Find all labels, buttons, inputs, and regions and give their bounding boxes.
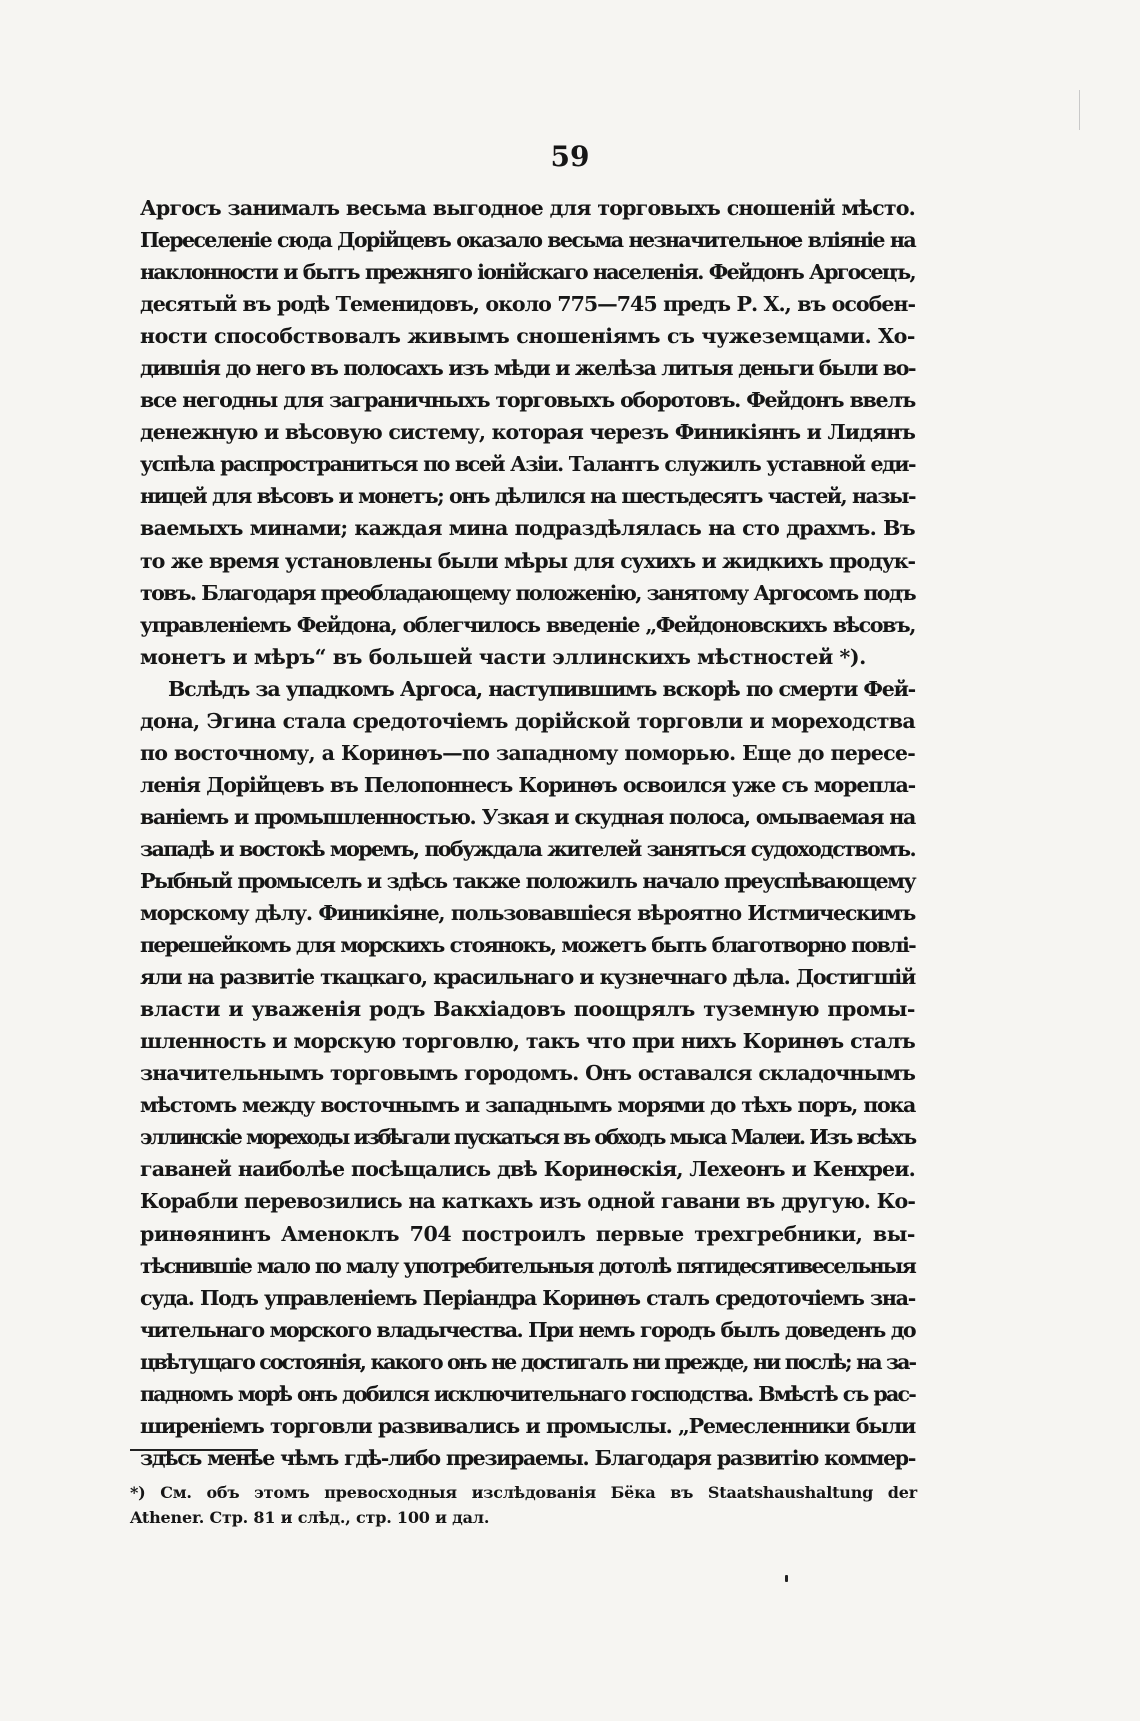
text-line: то же время установлены были мѣры для сухихъ и жидкихъ продук-	[140, 548, 915, 573]
text-line: все негодны для заграничныхъ торговыхъ оборотовъ. Фейдонъ ввелъ	[140, 388, 915, 413]
text-line: монетъ и мѣръ“ въ большей части эллинскихъ мѣстностей *).	[140, 644, 866, 669]
footnote-line: Athener. Стр. 81 и слѣд., стр. 100 и дал.	[130, 1508, 490, 1527]
text-line: падномъ морѣ онъ добился исключительнаго господства. Вмѣстѣ съ рас-	[140, 1381, 915, 1406]
text-line: дона, Эгина стала средоточіемъ дорійской торговли и мореходства	[140, 708, 915, 733]
text-line: яли на развитіе ткацкаго, красильнаго и кузнечнаго дѣла. Достигшій	[140, 965, 915, 990]
text-line: здѣсь менѣе чѣмъ гдѣ-либо презираемы. Благодаря развитію коммер-	[140, 1445, 915, 1470]
footnote	[130, 1480, 917, 1530]
text-line: тѣснившіе мало по малу употребительныя дотолѣ пятидесятивесельныя	[140, 1253, 915, 1278]
text-line: ности способствовалъ живымъ сношеніямъ съ чужеземцами. Хо-	[140, 324, 915, 349]
footnote-line: *) См. объ этомъ превосходныя изслѣдованія Бёка въ Staatshaushaltung der	[130, 1483, 917, 1502]
text-line: ринѳянинъ Аменоклъ 704 построилъ первые трехгребники, вы-	[140, 1221, 915, 1246]
text-line: Рыбный промыселъ и здѣсь также положилъ начало преуспѣвающему	[140, 868, 915, 893]
scan-edge-mark	[1079, 90, 1080, 130]
text-line: суда. Подъ управленіемъ Періандра Коринѳъ сталъ средоточіемъ зна-	[140, 1285, 915, 1310]
text-line: цвѣтущаго состоянія, какого онъ не достигалъ ни прежде, ни послѣ; на за-	[140, 1349, 915, 1374]
text-line: Аргосъ занималъ весьма выгодное для торговыхъ сношеній мѣсто.	[140, 196, 915, 220]
text-line: товъ. Благодаря преобладающему положенію, занятому Аргосомъ подъ	[140, 580, 915, 605]
text-line: десятый въ родѣ Теменидовъ, около 775—745 предъ Р. Х., въ особен-	[140, 292, 915, 317]
text-line: перешейкомъ для морскихъ стоянокъ, можетъ быть благотворно повлі-	[140, 933, 915, 958]
main-text	[140, 192, 915, 1474]
text-line: по восточному, а Коринѳъ—по западному поморью. Еще до пересе-	[140, 740, 915, 765]
text-line: ваніемъ и промышленностью. Узкая и скудная полоса, омываемая на	[140, 804, 915, 829]
text-line: успѣла распространиться по всей Азіи. Талантъ служилъ уставной еди-	[140, 452, 915, 477]
text-line: Вслѣдъ за упадкомъ Аргоса, наступившимъ вскорѣ по смерти Фей-	[168, 676, 915, 701]
text-line: Корабли перевозились на каткахъ изъ одной гавани въ другую. Ко-	[140, 1189, 915, 1214]
text-line: Переселеніе сюда Дорійцевъ оказало весьма незначительное вліяніе на	[140, 228, 915, 253]
text-line: шленность и морскую торговлю, такъ что при нихъ Коринѳъ сталъ	[140, 1029, 915, 1054]
text-line: эллинскіе мореходы избѣгали пускаться въ обходъ мыса Малеи. Изъ всѣхъ	[140, 1125, 915, 1150]
text-line: денежную и вѣсовую систему, которая черезъ Финикіянъ и Лидянъ	[140, 420, 915, 445]
text-line: наклонности и бытъ прежняго іонійскаго населенія. Фейдонъ Аргосецъ,	[140, 260, 915, 285]
text-line: ницей для вѣсовъ и монетъ; онъ дѣлился на шестьдесятъ частей, назы-	[140, 484, 915, 509]
text-line: управленіемъ Фейдона, облегчилось введеніе „Фейдоновскихъ вѣсовъ,	[140, 612, 915, 637]
text-line: западѣ и востокѣ моремъ, побуждала жителей заняться судоходствомъ.	[140, 836, 915, 861]
text-line: значительнымъ торговымъ городомъ. Онъ оставался складочнымъ	[140, 1061, 915, 1086]
scan-speck	[785, 1575, 788, 1582]
text-line: ширеніемъ торговли развивались и промыслы. „Ремесленники были	[140, 1413, 915, 1438]
text-line: ленія Дорійцевъ въ Пелопоннесъ Коринѳъ освоился уже съ морепла-	[140, 772, 915, 797]
text-line: чительнаго морского владычества. При немъ городъ былъ доведенъ до	[140, 1317, 915, 1342]
footnote-divider	[130, 1449, 258, 1451]
text-line: власти и уваженія родъ Вакхіадовъ поощрялъ туземную промы-	[140, 997, 915, 1022]
page-number: 59	[550, 140, 590, 173]
text-line: мѣстомъ между восточнымъ и западнымъ морями до тѣхъ поръ, пока	[140, 1093, 915, 1118]
text-line: гаваней наиболѣе посѣщались двѣ Коринѳскія, Лехеонъ и Кенхреи.	[140, 1157, 915, 1182]
text-line: дившія до него въ полосахъ изъ мѣди и желѣза литыя деньги были во-	[140, 356, 915, 381]
text-line: морскому дѣлу. Финикіяне, пользовавшіеся вѣроятно Истмическимъ	[140, 901, 915, 926]
text-line: ваемыхъ минами; каждая мина подраздѣлялась на сто драхмъ. Въ	[140, 516, 915, 541]
